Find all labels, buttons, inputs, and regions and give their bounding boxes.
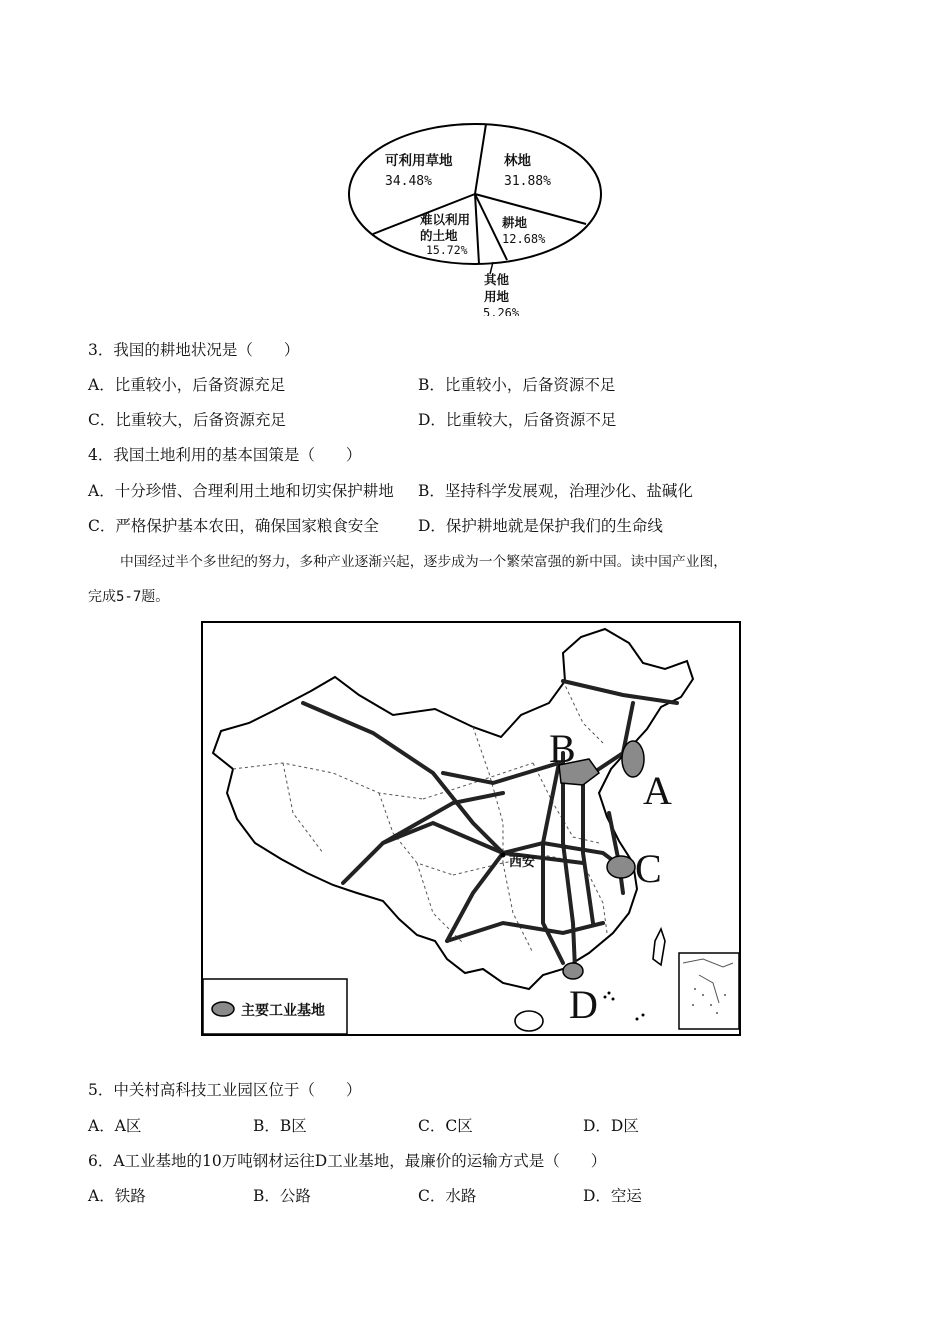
- question-3-option-d[interactable]: D．比重较大，后备资源不足: [418, 411, 617, 429]
- base-a-fill: [622, 741, 644, 777]
- china-industry-map: [201, 621, 741, 1036]
- map-label-c: C: [635, 846, 662, 891]
- passage-line-1: 中国经过半个多世纪的努力，多种产业逐渐兴起，逐步成为一个繁荣富强的新中国。读中国产业图，: [120, 554, 728, 570]
- province-borders: [233, 681, 607, 953]
- china-outline: [213, 629, 693, 989]
- passage-line-2: 完成5-7题。: [88, 589, 170, 605]
- pie-label-other-line2: 用地: [484, 289, 510, 304]
- question-6-stem: 6．A工业基地的10万吨钢材运往D工业基地，最廉价的运输方式是（ ）: [88, 1152, 607, 1170]
- map-legend-label: 主要工业基地: [241, 1003, 325, 1019]
- pie-percent-farmland: 12.68%: [502, 232, 546, 246]
- base-c-fill: [607, 856, 635, 878]
- pie-svg: [340, 118, 610, 318]
- legend-swatch: [212, 1002, 234, 1016]
- question-4-option-d[interactable]: D．保护耕地就是保护我们的生命线: [418, 517, 663, 535]
- question-6-option-c[interactable]: C．水路: [418, 1187, 477, 1205]
- pie-label-grassland: 可利用草地: [385, 153, 453, 169]
- hainan-island: [515, 1011, 543, 1031]
- pie-label-unused-line2: 的土地: [420, 228, 458, 243]
- question-6-option-a[interactable]: A．铁路: [88, 1187, 146, 1205]
- pie-label-farmland: 耕地: [502, 215, 528, 230]
- pie-label-other-line1: 其他: [484, 272, 510, 287]
- map-label-d: D: [569, 982, 598, 1027]
- map-label-b: B: [549, 726, 576, 771]
- question-4-option-c[interactable]: C．严格保护基本农田，确保国家粮食安全: [88, 517, 379, 535]
- south-sea-dots: [604, 992, 645, 1021]
- question-3-option-c[interactable]: C．比重较大，后备资源充足: [88, 411, 286, 429]
- base-d-fill: [563, 963, 583, 979]
- pie-percent-other: 5.26%: [483, 306, 520, 316]
- map-svg: [203, 623, 739, 1034]
- question-5-option-b[interactable]: B．B区: [253, 1117, 307, 1135]
- pie-percent-forest: 31.88%: [504, 174, 551, 189]
- question-5-option-c[interactable]: C．C区: [418, 1117, 473, 1135]
- pie-label-forest: 林地: [504, 153, 531, 169]
- pie-label-unused-line1: 难以利用: [420, 212, 471, 227]
- question-4-option-a[interactable]: A．十分珍惜、合理利用土地和切实保护耕地: [88, 482, 394, 500]
- question-3-option-b[interactable]: B．比重较小，后备资源不足: [418, 376, 616, 394]
- question-6-option-b[interactable]: B．公路: [253, 1187, 311, 1205]
- question-3-option-a[interactable]: A．比重较小，后备资源充足: [88, 376, 286, 394]
- question-5-stem: 5．中关村高科技工业园区位于（ ）: [88, 1081, 362, 1099]
- pie-percent-grassland: 34.48%: [385, 174, 432, 189]
- question-6-option-d[interactable]: D．空运: [583, 1187, 642, 1205]
- railway-lines: [303, 681, 677, 969]
- question-5-option-d[interactable]: D．D区: [583, 1117, 639, 1135]
- map-label-a: A: [643, 768, 672, 813]
- question-5-option-a[interactable]: A．A区: [88, 1117, 142, 1135]
- pie-percent-unused: 15.72%: [426, 243, 468, 257]
- xian-dot: [501, 853, 506, 858]
- taiwan-island: [653, 929, 665, 965]
- question-3-stem: 3．我国的耕地状况是（ ）: [88, 341, 300, 359]
- question-4-stem: 4．我国土地利用的基本国策是（ ）: [88, 446, 362, 464]
- land-use-pie-chart: [340, 118, 610, 318]
- question-4-option-b[interactable]: B．坚持科学发展观，治理沙化、盐碱化: [418, 482, 693, 500]
- map-city-label-xian: 西安: [509, 855, 536, 870]
